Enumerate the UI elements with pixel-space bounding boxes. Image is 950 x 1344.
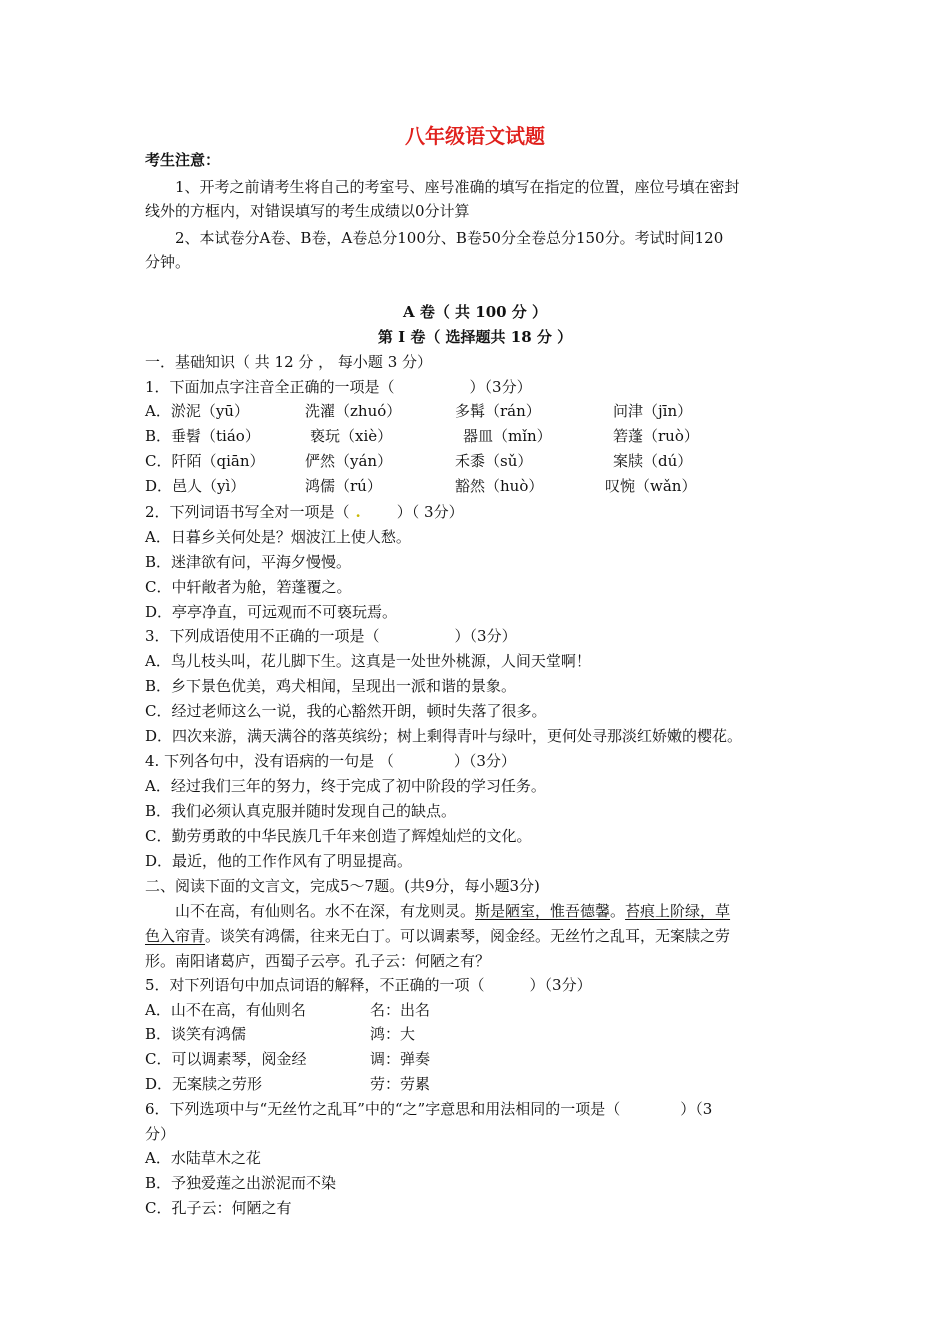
passage-line-3: 形。南阳诸葛庐，西蜀子云亭。孔子云：何陋之有？ [145, 952, 491, 970]
question-2-stem [145, 502, 464, 522]
page-title: 八年级语文试题 [405, 124, 545, 148]
q2-stem-start: 2．下列词语书写全对一项是（ [145, 503, 350, 521]
q1-option-b-1: B．垂髫（tiáo） [145, 427, 260, 445]
q6-option-c: C．孔子云：何陋之有 [145, 1199, 292, 1217]
q5-option-d-gloss: 劳：劳累 [370, 1075, 431, 1093]
q1-option-d-3: 豁然（huò） [455, 477, 544, 495]
q5-option-b-gloss: 鸿：大 [370, 1025, 416, 1043]
question-6-stem-line-1: 6．下列选项中与“无丝竹之乱耳”中的“之”字意思和用法相同的一项是（ ）（3 [145, 1100, 713, 1118]
q2-option-d: D．亭亭净直，可远观而不可亵玩焉。 [145, 603, 398, 621]
section-1-heading: 一．基础知识（ 共 12 分 ， 每小题 3 分） [145, 353, 433, 371]
q4-option-b: B．我们必须认真克服并随时发现自己的缺点。 [145, 802, 457, 820]
q5-option-d: D．无案牍之劳形 [145, 1075, 263, 1093]
question-5-stem: 5．对下列语句中加点词语的解释，不正确的一项（ ）（3分） [145, 976, 592, 994]
q2-option-b: B．迷津欲有问，平海夕慢慢。 [145, 553, 352, 571]
q1-option-d-2: 鸿儒（rú） [305, 477, 382, 495]
question-1-stem: 1．下面加点字注音全正确的一项是（ ）（3分） [145, 378, 532, 396]
q1-option-d-1: D．邑人（yì） [145, 477, 246, 495]
q1-option-a-4: 问津（jīn） [613, 402, 693, 420]
q3-option-b: B．乡下景色优美，鸡犬相闻，呈现出一派和谐的景象。 [145, 677, 517, 695]
q1-option-a-3: 多髯（rán） [455, 402, 541, 420]
q1-option-c-3: 禾黍（sǔ） [455, 452, 533, 470]
q5-option-a: A．山不在高，有仙则名 [145, 1001, 306, 1019]
notice-item-2-line-1: 2、本试卷分A卷、B卷，A卷总分100分、B卷50分全卷总分150分。考试时间120 [175, 229, 724, 247]
passage-underlined-3: 色入帘青 [145, 927, 206, 945]
q2-option-a: A．日暮乡关何处是？烟波江上使人愁。 [145, 528, 411, 546]
q5-option-b: B．谈笑有鸿儒 [145, 1025, 247, 1043]
passage-text: 。谈笑有鸿儒，往来无白丁。可以调素琴，阅金经。无丝竹之乱耳，无案牍之劳 [205, 927, 731, 945]
passage-text: 山不在高，有仙则名。水不在深，有龙则灵。 [175, 902, 476, 920]
q2-option-c: C．中轩敞者为舱，箬蓬覆之。 [145, 578, 352, 596]
passage-underlined-2: 苔痕上阶绿，草 [625, 902, 731, 920]
q2-stem-end: ）（ 3分） [366, 503, 464, 521]
volume-a-heading: A 卷（ 共 100 分 ） [402, 303, 548, 321]
passage-text: 。 [610, 902, 626, 920]
q4-option-d: D．最近，他的工作作风有了明显提高。 [145, 852, 413, 870]
passage-underlined-1: 斯是陋室，惟吾德馨 [475, 902, 611, 920]
q1-option-a-1: A．淤泥（yū） [145, 402, 249, 420]
q1-option-b-2: 亵玩（xiè） [310, 427, 393, 445]
question-6-stem-line-2: 分） [145, 1125, 176, 1143]
question-3-stem: 3．下列成语使用不正确的一项是（ ）（3分） [145, 627, 517, 645]
passage-line-2 [145, 926, 730, 946]
section-2-heading: 二、阅读下面的文言文，完成5～7题。(共9分，每小题3分) [145, 877, 540, 895]
notice-heading: 考生注意： [145, 151, 221, 169]
q4-option-a: A．经过我们三年的努力，终于完成了初中阶段的学习任务。 [145, 777, 546, 795]
part-1-heading: 第 I 卷（ 选择题共 18 分 ） [377, 328, 573, 346]
q5-option-a-gloss: 名：出名 [370, 1001, 431, 1019]
q4-option-c: C．勤劳勇敢的中华民族几千年来创造了辉煌灿烂的文化。 [145, 827, 532, 845]
q3-option-a: A．鸟儿枝头叫，花儿脚下生。这真是一处世外桃源，人间天堂啊！ [145, 652, 591, 670]
q1-option-d-4: 叹惋（wǎn） [605, 477, 697, 495]
q1-option-c-2: 俨然（yán） [305, 452, 393, 470]
q6-option-b: B．予独爱莲之出淤泥而不染 [145, 1174, 337, 1192]
passage-line-1 [175, 901, 730, 921]
q2-stem-mark: . [355, 503, 361, 521]
notice-item-2-line-2: 分钟。 [145, 253, 191, 271]
q5-option-c-gloss: 调：弹奏 [370, 1050, 431, 1068]
notice-item-1-line-1: 1、开考之前请考生将自己的考室号、座号准确的填写在指定的位置，座位号填在密封 [175, 178, 740, 196]
question-4-stem: 4. 下列各句中，没有语病的一句是 （ ）（3分） [145, 752, 516, 770]
q6-option-a: A．水陆草木之花 [145, 1149, 261, 1167]
q1-option-b-4: 箬蓬（ruò） [613, 427, 699, 445]
q5-option-c: C．可以调素琴，阅金经 [145, 1050, 307, 1068]
notice-item-1-line-2: 线外的方框内，对错误填写的考生成绩以0分计算 [145, 202, 470, 220]
q3-option-c: C．经过老师这么一说，我的心豁然开朗，顿时失落了很多。 [145, 702, 547, 720]
q1-option-c-1: C．阡陌（qiān） [145, 452, 265, 470]
q1-option-a-2: 洗濯（zhuó） [305, 402, 402, 420]
q1-option-c-4: 案牍（dú） [613, 452, 693, 470]
q3-option-d: D．四次来游，满天满谷的落英缤纷；树上剩得青叶与绿叶，更何处寻那淡红娇嫩的樱花。 [145, 727, 743, 745]
q1-option-b-3: 器皿（mǐn） [463, 427, 552, 445]
